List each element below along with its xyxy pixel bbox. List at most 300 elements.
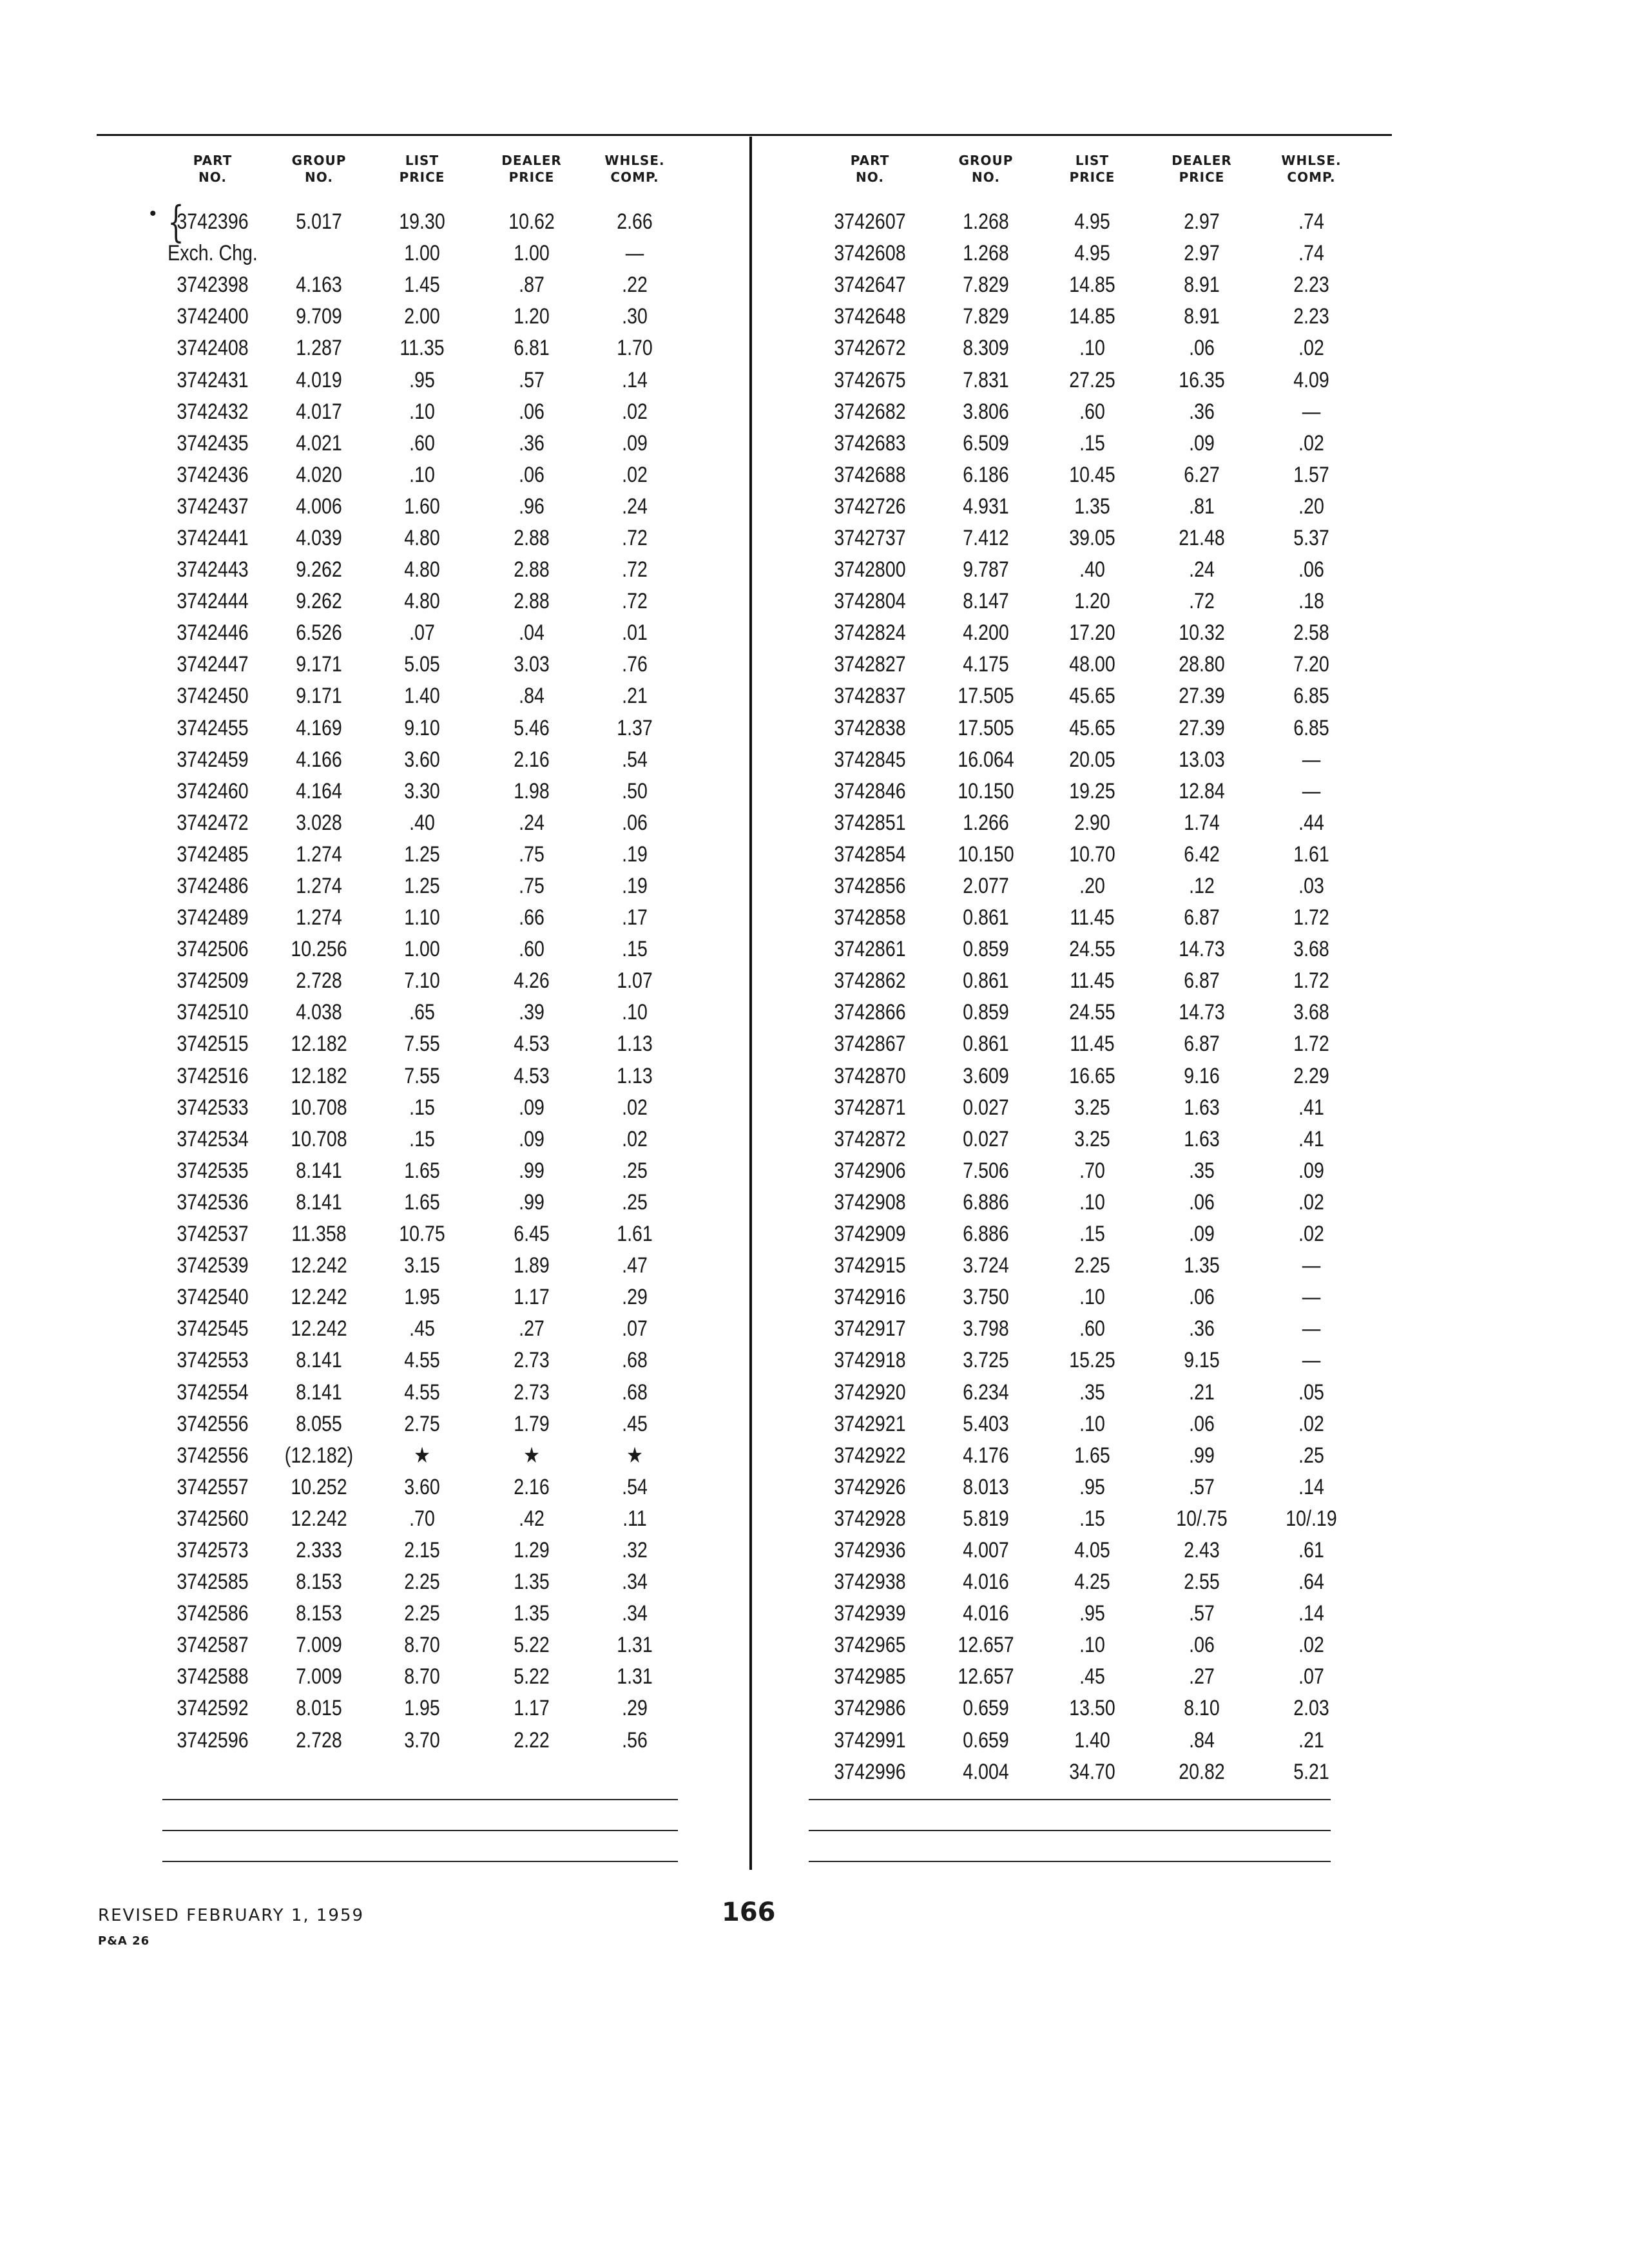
part-no-cell: 3742608 (834, 241, 906, 266)
table-row (809, 396, 1363, 428)
whlse-comp-cell: .29 (622, 1696, 648, 1721)
list-price-cell: .35 (1079, 1379, 1105, 1405)
dealer-price-cell: 1.35 (514, 1601, 550, 1626)
list-price-cell: .45 (1079, 1664, 1105, 1689)
list-price-cell: .40 (409, 810, 435, 835)
part-no-cell: 3742557 (177, 1474, 249, 1499)
part-no-cell: 3742986 (834, 1696, 906, 1721)
table-row (809, 1250, 1363, 1282)
dealer-price-cell: 1.17 (514, 1285, 550, 1310)
table-row (155, 1598, 683, 1629)
part-no-cell: 3742560 (177, 1506, 249, 1531)
whlse-comp-cell: .09 (622, 430, 648, 456)
group-no-cell: 4.021 (296, 430, 342, 456)
table-row (155, 1155, 683, 1187)
whlse-comp-cell: — (1302, 1253, 1321, 1278)
group-no-cell: 4.004 (963, 1759, 1009, 1784)
whlse-comp-cell: 2.66 (617, 209, 653, 235)
group-no-cell: 10.708 (291, 1126, 347, 1151)
dealer-price-cell: 8.10 (1184, 1696, 1220, 1721)
group-no-cell: 7.829 (963, 304, 1009, 329)
part-no-cell: 3742682 (834, 399, 906, 424)
whlse-comp-cell: 1.13 (617, 1063, 653, 1088)
list-price-cell: .95 (409, 367, 435, 392)
dealer-price-cell: ★ (523, 1443, 540, 1468)
dealer-price-cell: 1.74 (1184, 810, 1220, 835)
group-no-cell: 9.262 (296, 589, 342, 614)
dealer-price-cell: 1.17 (514, 1696, 550, 1721)
part-no-cell: 3742506 (177, 937, 249, 962)
whlse-comp-cell: .19 (622, 874, 648, 899)
dealer-price-cell: 4.26 (514, 968, 550, 994)
part-no-cell: 3742846 (834, 778, 906, 803)
left-table-header (155, 152, 683, 206)
group-no-cell: 4.007 (963, 1537, 1009, 1562)
table-row (809, 459, 1363, 491)
dealer-price-cell: 27.39 (1179, 684, 1225, 709)
group-no-cell: 5.403 (963, 1411, 1009, 1436)
list-price-cell: 4.80 (404, 557, 440, 582)
group-no-cell: 4.166 (296, 747, 342, 772)
whlse-comp-cell: — (1302, 399, 1321, 424)
table-row (155, 997, 683, 1028)
right-table-header (809, 152, 1363, 206)
whlse-comp-cell: .19 (622, 841, 648, 867)
table-row (809, 1218, 1363, 1250)
dealer-price-cell: 2.16 (514, 1474, 550, 1499)
group-no-cell: 8.015 (296, 1696, 342, 1721)
list-price-cell: 14.85 (1069, 273, 1115, 298)
table-row (809, 1535, 1363, 1566)
whlse-comp-cell: 5.21 (1293, 1759, 1329, 1784)
group-no-cell: 8.153 (296, 1601, 342, 1626)
group-no-cell: 9.171 (296, 684, 342, 709)
table-row (155, 839, 683, 870)
list-price-cell: 27.25 (1069, 367, 1115, 392)
part-no-cell: 3742936 (834, 1537, 906, 1562)
part-no-cell: 3742534 (177, 1126, 249, 1151)
list-price-cell: .10 (1079, 1633, 1105, 1658)
dealer-price-cell: 14.73 (1179, 1000, 1225, 1025)
part-no-cell: 3742472 (177, 810, 249, 835)
list-price-cell: 11.45 (1070, 968, 1115, 994)
left-table-body (155, 206, 683, 1756)
list-price-cell: 19.30 (399, 209, 445, 235)
whlse-comp-cell: .14 (1298, 1601, 1324, 1626)
dealer-price-cell: .36 (1189, 1316, 1215, 1341)
list-price-cell: .65 (409, 1000, 435, 1025)
table-row (809, 1345, 1363, 1376)
whlse-comp-cell: 1.72 (1293, 905, 1329, 930)
header-part-no: PART NO. (193, 153, 233, 185)
dealer-price-cell: .24 (519, 810, 545, 835)
dealer-price-cell: .84 (519, 684, 545, 709)
part-no-cell: 3742586 (177, 1601, 249, 1626)
group-no-cell: 1.274 (296, 905, 342, 930)
list-price-cell: 14.85 (1069, 304, 1115, 329)
dealer-price-cell: .57 (1189, 1601, 1215, 1626)
list-price-cell: 1.65 (404, 1189, 440, 1215)
group-no-cell: 8.055 (296, 1411, 342, 1436)
group-no-cell: (12.182) (284, 1443, 354, 1468)
table-row (155, 902, 683, 934)
dealer-price-cell: .75 (519, 874, 545, 899)
group-no-cell: 4.039 (296, 525, 342, 550)
part-no-cell: 3742991 (834, 1727, 906, 1753)
whlse-comp-cell: .02 (1298, 1189, 1324, 1215)
dealer-price-cell: .06 (1189, 1189, 1215, 1215)
list-price-cell: 10.75 (399, 1222, 445, 1247)
dealer-price-cell: .87 (519, 273, 545, 298)
table-row (155, 1725, 683, 1756)
whlse-comp-cell: .11 (622, 1506, 647, 1531)
whlse-comp-cell: ★ (626, 1443, 643, 1468)
brace-mark: { (168, 197, 184, 247)
group-no-cell: 10.252 (291, 1474, 347, 1499)
dealer-price-cell: 1.98 (514, 778, 550, 803)
table-row (155, 1503, 683, 1535)
list-price-cell: .15 (1079, 1222, 1105, 1247)
table-row (809, 269, 1363, 301)
dealer-price-cell: .39 (519, 1000, 545, 1025)
dealer-price-cell: 5.22 (514, 1633, 550, 1658)
group-no-cell: 4.164 (296, 778, 342, 803)
part-no-cell: 3742535 (177, 1158, 249, 1183)
group-no-cell: 6.526 (296, 620, 342, 646)
dealer-price-cell: .09 (1189, 1222, 1215, 1247)
table-row (809, 1756, 1363, 1788)
list-price-cell: 45.65 (1069, 715, 1115, 740)
part-no-cell: 3742536 (177, 1189, 249, 1215)
whlse-comp-cell: — (1302, 1316, 1321, 1341)
group-no-cell: 12.182 (291, 1032, 347, 1057)
dealer-price-cell: .99 (519, 1158, 545, 1183)
revision-date: REVISED FEBRUARY 1, 1959 (98, 1906, 365, 1925)
group-no-cell: 8.141 (296, 1379, 342, 1405)
table-row (155, 1566, 683, 1598)
table-row (155, 554, 683, 586)
table-row (809, 680, 1363, 712)
right-table-body (809, 206, 1363, 1788)
table-row (809, 586, 1363, 617)
list-price-cell: 24.55 (1069, 1000, 1115, 1025)
list-price-cell: 24.55 (1069, 937, 1115, 962)
table-row (155, 269, 683, 301)
table-row (809, 934, 1363, 965)
dealer-price-cell: 1.20 (514, 304, 550, 329)
header-whlse-comp: WHLSE. COMP. (604, 153, 665, 185)
whlse-comp-cell: .14 (622, 367, 648, 392)
list-price-cell: .10 (1079, 336, 1105, 361)
part-no-cell: 3742837 (834, 684, 906, 709)
group-no-cell: 0.027 (963, 1095, 1009, 1120)
group-no-cell: 9.171 (296, 652, 342, 677)
dealer-price-cell: 6.81 (514, 336, 550, 361)
dealer-price-cell: 2.88 (514, 557, 550, 582)
part-no-cell: 3742827 (834, 652, 906, 677)
part-no-cell: 3742596 (177, 1727, 249, 1753)
part-no-cell: 3742861 (834, 937, 906, 962)
group-no-cell: 8.153 (296, 1570, 342, 1595)
list-price-cell: 7.55 (404, 1063, 440, 1088)
whlse-comp-cell: 5.37 (1293, 525, 1329, 550)
list-price-cell: 5.05 (404, 652, 440, 677)
part-no-cell: 3742516 (177, 1063, 249, 1088)
table-row (809, 839, 1363, 870)
whlse-comp-cell: .06 (622, 810, 648, 835)
table-row (809, 1629, 1363, 1661)
part-no-cell: 3742800 (834, 557, 906, 582)
list-price-cell: .60 (1079, 399, 1105, 424)
whlse-comp-cell: 6.85 (1293, 684, 1329, 709)
list-price-cell: ★ (414, 1443, 430, 1468)
group-no-cell: 1.274 (296, 874, 342, 899)
table-row (155, 459, 683, 491)
list-price-cell: .15 (1079, 430, 1105, 456)
whlse-comp-cell: 6.85 (1293, 715, 1329, 740)
whlse-comp-cell: .41 (1298, 1095, 1324, 1120)
part-no-cell: 3742400 (177, 304, 249, 329)
list-price-cell: 7.55 (404, 1032, 440, 1057)
list-price-cell: 3.25 (1074, 1126, 1110, 1151)
part-no-cell: Exch. Chg. (168, 241, 258, 266)
dealer-price-cell: .42 (519, 1506, 545, 1531)
dealer-price-cell: .27 (1189, 1664, 1215, 1689)
header-list-price: LIST PRICE (1069, 153, 1115, 185)
part-no-cell: 3742554 (177, 1379, 249, 1405)
whlse-comp-cell: .22 (622, 273, 648, 298)
header-list-price: LIST PRICE (399, 153, 445, 185)
table-row (155, 807, 683, 839)
dealer-price-cell: 6.27 (1184, 462, 1220, 487)
group-no-cell: 6.186 (963, 462, 1009, 487)
dealer-price-cell: 6.42 (1184, 841, 1220, 867)
whlse-comp-cell: .30 (622, 304, 648, 329)
list-price-cell: 1.95 (404, 1696, 440, 1721)
whlse-comp-cell: .17 (622, 905, 648, 930)
whlse-comp-cell: .02 (622, 1095, 648, 1120)
list-price-cell: 1.45 (404, 273, 440, 298)
part-no-cell: 3742906 (834, 1158, 906, 1183)
dealer-price-cell: .04 (519, 620, 545, 646)
dealer-price-cell: .57 (1189, 1474, 1215, 1499)
group-no-cell: 4.176 (963, 1443, 1009, 1468)
dealer-price-cell: 2.73 (514, 1379, 550, 1405)
dealer-price-cell: 1.35 (514, 1570, 550, 1595)
whlse-comp-cell: .72 (622, 557, 648, 582)
group-no-cell: 3.028 (296, 810, 342, 835)
whlse-comp-cell: .18 (1298, 589, 1324, 614)
list-price-cell: 3.70 (404, 1727, 440, 1753)
dealer-price-cell: 10.62 (508, 209, 555, 235)
table-row (809, 1725, 1363, 1756)
list-price-cell: .10 (1079, 1411, 1105, 1436)
list-price-cell: 4.80 (404, 525, 440, 550)
group-no-cell: 5.017 (296, 209, 342, 235)
part-no-cell: 3742533 (177, 1095, 249, 1120)
column-divider (749, 137, 752, 1870)
whlse-comp-cell: .03 (1298, 874, 1324, 899)
dealer-price-cell: 5.46 (514, 715, 550, 740)
list-price-cell: 4.05 (1074, 1537, 1110, 1562)
group-no-cell: 2.333 (296, 1537, 342, 1562)
list-price-cell: 3.15 (404, 1253, 440, 1278)
table-row (809, 807, 1363, 839)
whlse-comp-cell: 1.61 (1293, 841, 1329, 867)
list-price-cell: 9.10 (404, 715, 440, 740)
dealer-price-cell: 2.43 (1184, 1537, 1220, 1562)
whlse-comp-cell: 1.07 (617, 968, 653, 994)
table-row (809, 364, 1363, 396)
dealer-price-cell: .24 (1189, 557, 1215, 582)
group-no-cell: 3.806 (963, 399, 1009, 424)
whlse-comp-cell: 1.31 (617, 1633, 653, 1658)
table-row (809, 744, 1363, 776)
table-row (809, 776, 1363, 807)
whlse-comp-cell: .54 (622, 1474, 648, 1499)
table-row (809, 1187, 1363, 1218)
group-no-cell: 7.506 (963, 1158, 1009, 1183)
list-price-cell: 1.25 (404, 841, 440, 867)
table-row (155, 744, 683, 776)
dealer-price-cell: .72 (1189, 589, 1215, 614)
dealer-price-cell: 5.22 (514, 1664, 550, 1689)
part-no-cell: 3742441 (177, 525, 249, 550)
whlse-comp-cell: .76 (622, 652, 648, 677)
whlse-comp-cell: .25 (622, 1189, 648, 1215)
group-no-cell: 1.274 (296, 841, 342, 867)
dealer-price-cell: 13.03 (1179, 747, 1225, 772)
list-price-cell: 8.70 (404, 1633, 440, 1658)
group-no-cell: 0.027 (963, 1126, 1009, 1151)
group-no-cell: 6.509 (963, 430, 1009, 456)
whlse-comp-cell: 1.72 (1293, 968, 1329, 994)
part-no-cell: 3742854 (834, 841, 906, 867)
group-no-cell: 11.358 (291, 1222, 347, 1247)
part-no-cell: 3742585 (177, 1570, 249, 1595)
part-no-cell: 3742540 (177, 1285, 249, 1310)
dealer-price-cell: 1.63 (1184, 1126, 1220, 1151)
group-no-cell: 4.931 (963, 494, 1009, 519)
dealer-price-cell: 1.89 (514, 1253, 550, 1278)
group-no-cell: 8.141 (296, 1158, 342, 1183)
list-price-cell: 4.25 (1074, 1570, 1110, 1595)
list-price-cell: 19.25 (1069, 778, 1115, 803)
part-no-cell: 3742804 (834, 589, 906, 614)
list-price-cell: 10.70 (1069, 841, 1115, 867)
dealer-price-cell: .60 (519, 937, 545, 962)
part-no-cell: 3742573 (177, 1537, 249, 1562)
whlse-comp-cell: .24 (622, 494, 648, 519)
list-price-cell: 1.20 (1074, 589, 1110, 614)
dealer-price-cell: 6.87 (1184, 968, 1220, 994)
list-price-cell: 1.00 (404, 937, 440, 962)
list-price-cell: 1.60 (404, 494, 440, 519)
part-no-cell: 3742926 (834, 1474, 906, 1499)
whlse-comp-cell: .02 (1298, 1633, 1324, 1658)
group-no-cell: 16.064 (958, 747, 1014, 772)
list-price-cell: 8.70 (404, 1664, 440, 1689)
table-row (155, 1124, 683, 1155)
dealer-price-cell: .36 (1189, 399, 1215, 424)
dealer-price-cell: .12 (1189, 874, 1215, 899)
dealer-price-cell: 10.32 (1179, 620, 1225, 646)
group-no-cell: 12.242 (291, 1316, 347, 1341)
table-row (809, 332, 1363, 364)
group-no-cell: 10.150 (958, 841, 1014, 867)
group-no-cell: 7.009 (296, 1633, 342, 1658)
table-row (809, 1440, 1363, 1472)
part-no-cell: 3742450 (177, 684, 249, 709)
header-group-no: GROUP NO. (291, 153, 347, 185)
table-row (155, 1345, 683, 1376)
whlse-comp-cell: .45 (622, 1411, 648, 1436)
table-row (809, 1061, 1363, 1092)
part-no-cell: 3742587 (177, 1633, 249, 1658)
part-no-cell: 3742537 (177, 1222, 249, 1247)
table-row (809, 1376, 1363, 1408)
group-no-cell: 1.268 (963, 209, 1009, 235)
list-price-cell: 2.90 (1074, 810, 1110, 835)
dealer-price-cell: .06 (1189, 336, 1215, 361)
table-row (155, 1408, 683, 1440)
part-no-cell: 3742556 (177, 1411, 249, 1436)
group-no-cell: 4.016 (963, 1570, 1009, 1595)
whlse-comp-cell: .29 (622, 1285, 648, 1310)
group-no-cell: 6.886 (963, 1189, 1009, 1215)
dealer-price-cell: .57 (519, 367, 545, 392)
part-no-cell: 3742996 (834, 1759, 906, 1784)
dealer-price-cell: 1.63 (1184, 1095, 1220, 1120)
table-row (809, 1408, 1363, 1440)
dealer-price-cell: 21.48 (1179, 525, 1225, 550)
table-row (809, 1155, 1363, 1187)
part-no-cell: 3742909 (834, 1222, 906, 1247)
whlse-comp-cell: .72 (622, 589, 648, 614)
group-no-cell: 12.657 (958, 1664, 1014, 1689)
whlse-comp-cell: .06 (1298, 557, 1324, 582)
table-row (155, 238, 683, 269)
dealer-price-cell: .27 (519, 1316, 545, 1341)
whlse-comp-cell: 2.29 (1293, 1063, 1329, 1088)
part-no-cell: 3742928 (834, 1506, 906, 1531)
whlse-comp-cell: .10 (622, 1000, 648, 1025)
whlse-comp-cell: — (1302, 1285, 1321, 1310)
table-row (155, 332, 683, 364)
dealer-price-cell: 3.03 (514, 652, 550, 677)
table-row (809, 617, 1363, 649)
group-no-cell: 1.266 (963, 810, 1009, 835)
table-row (155, 1376, 683, 1408)
group-no-cell: 6.886 (963, 1222, 1009, 1247)
part-no-cell: 3742588 (177, 1664, 249, 1689)
dealer-price-cell: 2.97 (1184, 209, 1220, 235)
group-no-cell: 0.861 (963, 1032, 1009, 1057)
list-price-cell: 2.25 (404, 1570, 440, 1595)
dealer-price-cell: 1.29 (514, 1537, 550, 1562)
blank-entry-line (809, 1830, 1331, 1831)
dealer-price-cell: 1.35 (1184, 1253, 1220, 1278)
part-no-cell: 3742444 (177, 589, 249, 614)
group-no-cell: 3.609 (963, 1063, 1009, 1088)
left-price-table (155, 152, 683, 1756)
list-price-cell: .15 (409, 1126, 435, 1151)
whlse-comp-cell: .56 (622, 1727, 648, 1753)
table-row (155, 586, 683, 617)
whlse-comp-cell: .02 (1298, 336, 1324, 361)
whlse-comp-cell: .02 (622, 462, 648, 487)
list-price-cell: 13.50 (1069, 1696, 1115, 1721)
